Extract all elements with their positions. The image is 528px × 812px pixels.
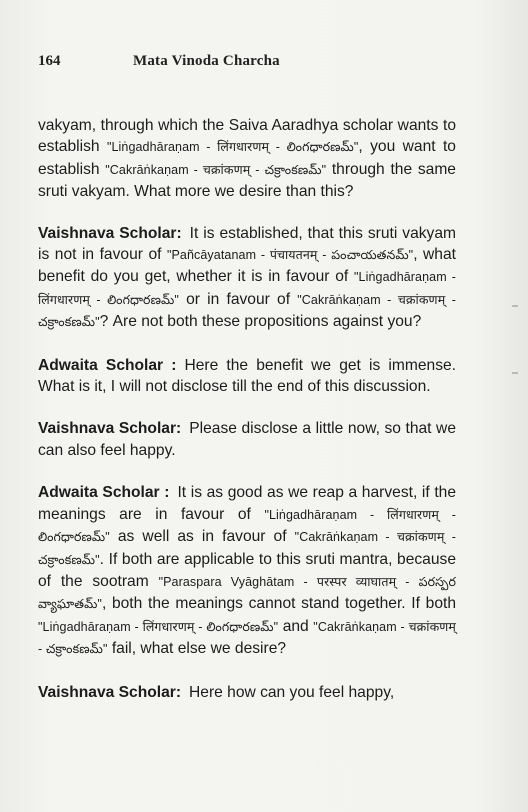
dialogue-paragraph	[38, 115, 456, 203]
dialogue-paragraph	[38, 418, 456, 461]
body-text	[38, 115, 456, 724]
running-title: Mata Vinoda Charcha	[133, 53, 280, 69]
paragraph-text: fail, what else we desire?	[107, 640, 287, 658]
transliterated-term: "Pañcāyatanam - पंचायतनम् - పంచాయతనమ్"	[166, 248, 414, 263]
dialogue-paragraph	[38, 223, 456, 334]
margin-mark	[512, 372, 518, 374]
speaker-label: Vaishnava Scholar:	[38, 420, 182, 438]
transliterated-term: "Liṅgadhāraṇam - लिंगधारणम् - లింగధారణమ్"	[38, 270, 456, 307]
transliterated-term: "Paraspara Vyāghātam - परस्पर व्याघातम् - పరస్పర వ్యాఘాతమ్"	[38, 574, 456, 612]
dialogue-paragraph	[38, 482, 456, 660]
paragraph-text: Here the benefit we get is immense. What is it, I will not disclose till the end of this discussion.	[38, 356, 456, 396]
transliterated-term: "Liṅgadhāraṇam - लिंगधारणम् - లింగధారణమ్"	[106, 140, 359, 155]
paragraph-text: and	[278, 617, 314, 635]
paragraph-text: as well as in favour of	[109, 528, 295, 546]
page-number: 164	[38, 53, 61, 69]
transliterated-term: "Cakrāṅkaṇam - चक्रांकणम् - చక్రాంకణమ్"	[105, 162, 327, 177]
transliterated-term: "Liṅgadhāraṇam - लिंगधारणम् - లింగధారణమ్"	[38, 619, 279, 634]
paragraph-text: . If both are applicable to this sruti mantra, because of the sootram	[38, 550, 456, 590]
paragraph-text: , what benefit do you get, whether it is in favour of	[38, 246, 456, 286]
paragraph-text: Here how can you feel happy,	[189, 683, 395, 701]
paragraph-text: It is as good as we reap a harvest, if the meanings are in favour of	[38, 484, 457, 523]
transliterated-term: "Cakrāṅkaṇam - चक्रांकणम् - చక్రాంకణమ్"	[38, 292, 456, 330]
dialogue-paragraph	[38, 355, 456, 398]
paragraph-text: or in favour of	[178, 290, 298, 308]
paragraph-text: , both the meanings cannot stand together. If both	[101, 595, 456, 613]
transliterated-term: "Liṅgadhāraṇam - लिंगधारणम् - లింగధారణమ్"	[38, 507, 456, 545]
paragraph-text: ? Are not both these propositions against you?	[99, 313, 422, 331]
transliterated-term: "Cakrāṅkaṇam - चक्रांकणम् - చక్రాంకణమ్"	[38, 530, 456, 567]
paragraph-text: vakyam, through which the Saiva Aaradhya scholar wants to establish	[38, 117, 456, 156]
dialogue-paragraph	[38, 682, 456, 703]
speaker-label: Vaishnava Scholar:	[38, 224, 182, 242]
speaker-label: Vaishnava Scholar:	[38, 683, 182, 701]
paragraph-text: It is established, that this sruti vakyam is not in favour of	[38, 224, 456, 264]
margin-mark	[512, 305, 518, 307]
speaker-label: Adwaita Scholar :	[38, 356, 177, 374]
paragraph-text: through the same sruti vakyam. What more we desire than this?	[38, 160, 456, 201]
transliterated-term: "Cakrāṅkaṇam - चक्रांकणम् - చక్రాంకణమ్"	[38, 619, 457, 657]
paragraph-text: , you want to establish	[38, 138, 456, 178]
speaker-label: Adwaita Scholar :	[38, 484, 170, 502]
paragraph-text: Please disclose a little now, so that we can also feel happy.	[38, 420, 456, 459]
